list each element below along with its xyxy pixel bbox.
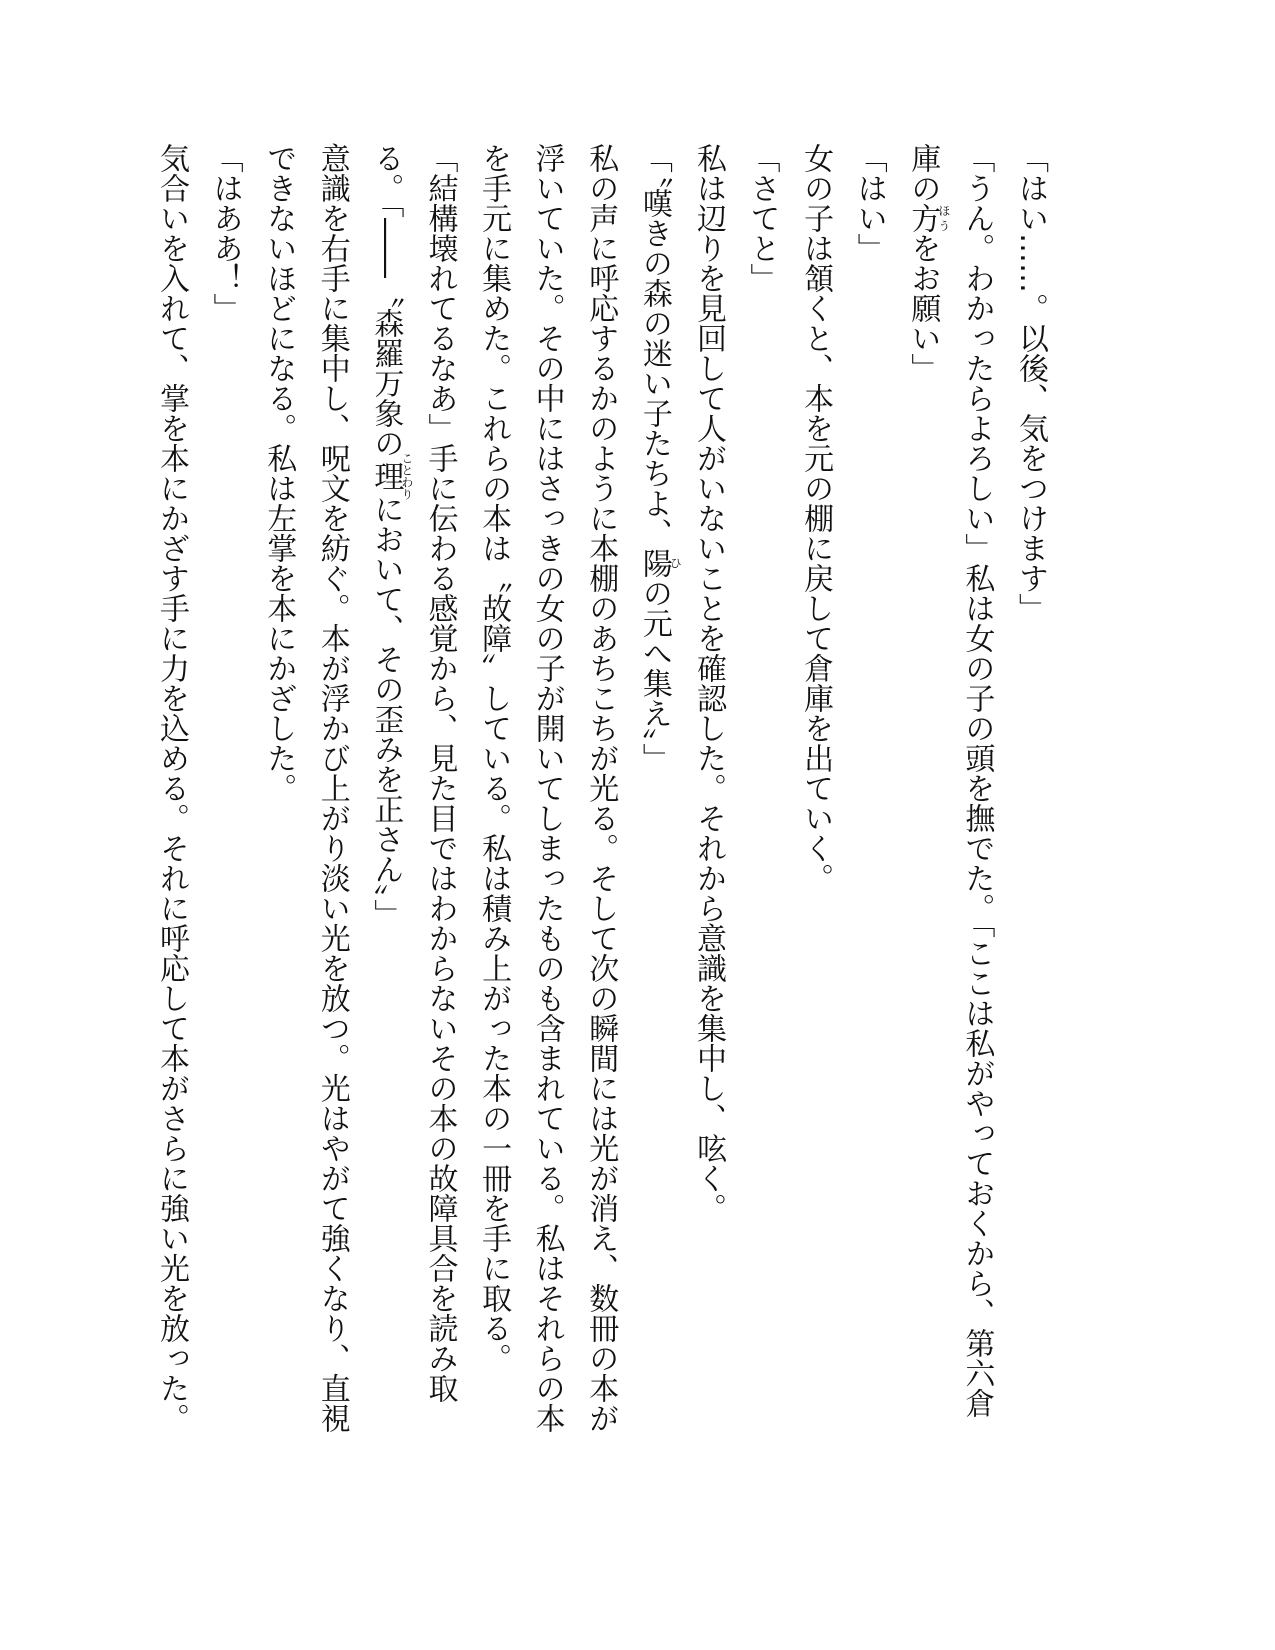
text-column bbox=[681, 143, 735, 1443]
ruby-reading: ほう bbox=[936, 203, 951, 233]
ruby-annotated-word bbox=[636, 548, 683, 578]
text-column bbox=[198, 143, 252, 1443]
ruby-base: 陽 bbox=[636, 548, 672, 578]
text-column bbox=[574, 143, 628, 1443]
text-column bbox=[627, 143, 681, 1443]
text-column bbox=[896, 143, 950, 1443]
ruby-reading: ひ bbox=[668, 548, 683, 578]
text-segment: 「〝嘆きの森の迷い子たちよ、 bbox=[636, 143, 672, 548]
text-segment: 意識を右手に集中し、呪文を紡ぐ。本が浮かび上がり淡い光を放つ。光はやがて強くなり、直視 bbox=[314, 143, 350, 1433]
text-column bbox=[1003, 143, 1057, 1443]
text-segment: 私は辺りを見回して人がいないことを確認した。それから意識を集中し、呟く。 bbox=[690, 143, 726, 1223]
ruby-annotated-word bbox=[368, 452, 414, 500]
text-segment: 気合いを入れて、掌を本にかざす手に力を込める。それに呼応して本がさらに強い光を放った。 bbox=[154, 143, 189, 1433]
text-column bbox=[950, 143, 1004, 1443]
text-segment: できないほどになる。私は左掌を本にかざした。 bbox=[261, 143, 297, 803]
text-column bbox=[252, 143, 306, 1443]
ruby-annotated-word bbox=[905, 203, 951, 233]
text-segment: 「はい……。以後、気をつけます」 bbox=[1013, 143, 1048, 623]
text-segment: 「さてと」 bbox=[744, 143, 780, 293]
text-column bbox=[789, 143, 843, 1443]
text-segment: を手元に集めた。これらの本は〝故障〟している。私は積み上がった本の一冊を手に取る。 bbox=[476, 143, 512, 1373]
text-column bbox=[842, 143, 896, 1443]
text-segment: る。「――〝森羅万象の bbox=[368, 143, 404, 458]
text-segment: をお願い」 bbox=[905, 233, 941, 383]
text-column bbox=[520, 143, 574, 1443]
vertical-text-page bbox=[144, 143, 1057, 1443]
text-column bbox=[359, 143, 413, 1443]
text-segment: において、その歪みを正さん〟」 bbox=[368, 494, 404, 929]
text-segment: の元へ集え〟」 bbox=[636, 578, 672, 773]
text-segment: 女の子は頷くと、本を元の棚に戻して倉庫を出ていく。 bbox=[798, 143, 834, 893]
text-column bbox=[305, 143, 359, 1443]
text-column bbox=[144, 143, 198, 1443]
text-column bbox=[466, 143, 520, 1443]
text-segment: 庫の bbox=[905, 143, 941, 203]
text-column bbox=[735, 143, 789, 1443]
ruby-base: 理 bbox=[368, 452, 404, 500]
ruby-reading: ことわり bbox=[399, 452, 414, 500]
text-segment: 「はい」 bbox=[851, 143, 887, 263]
text-segment: 「はああ！」 bbox=[207, 143, 243, 323]
text-column bbox=[413, 143, 467, 1443]
text-segment: 「結構壊れてるなあ」手に伝わる感覚から、見た目ではわからないその本の故障具合を読み取 bbox=[422, 143, 458, 1403]
ruby-base: 方 bbox=[905, 203, 941, 233]
text-segment: 浮いていた。その中にはさっきの女の子が開いてしまったものも含まれている。私はそれらの本 bbox=[529, 143, 565, 1433]
text-segment: 「うん。わかったらよろしい」私は女の子の頭を撫でた。「ここは私がやっておくから、第六倉 bbox=[959, 143, 995, 1418]
text-segment: 私の声に呼応するかのように本棚のあちこちが光る。そして次の瞬間には光が消え、数冊の本が bbox=[583, 143, 619, 1433]
